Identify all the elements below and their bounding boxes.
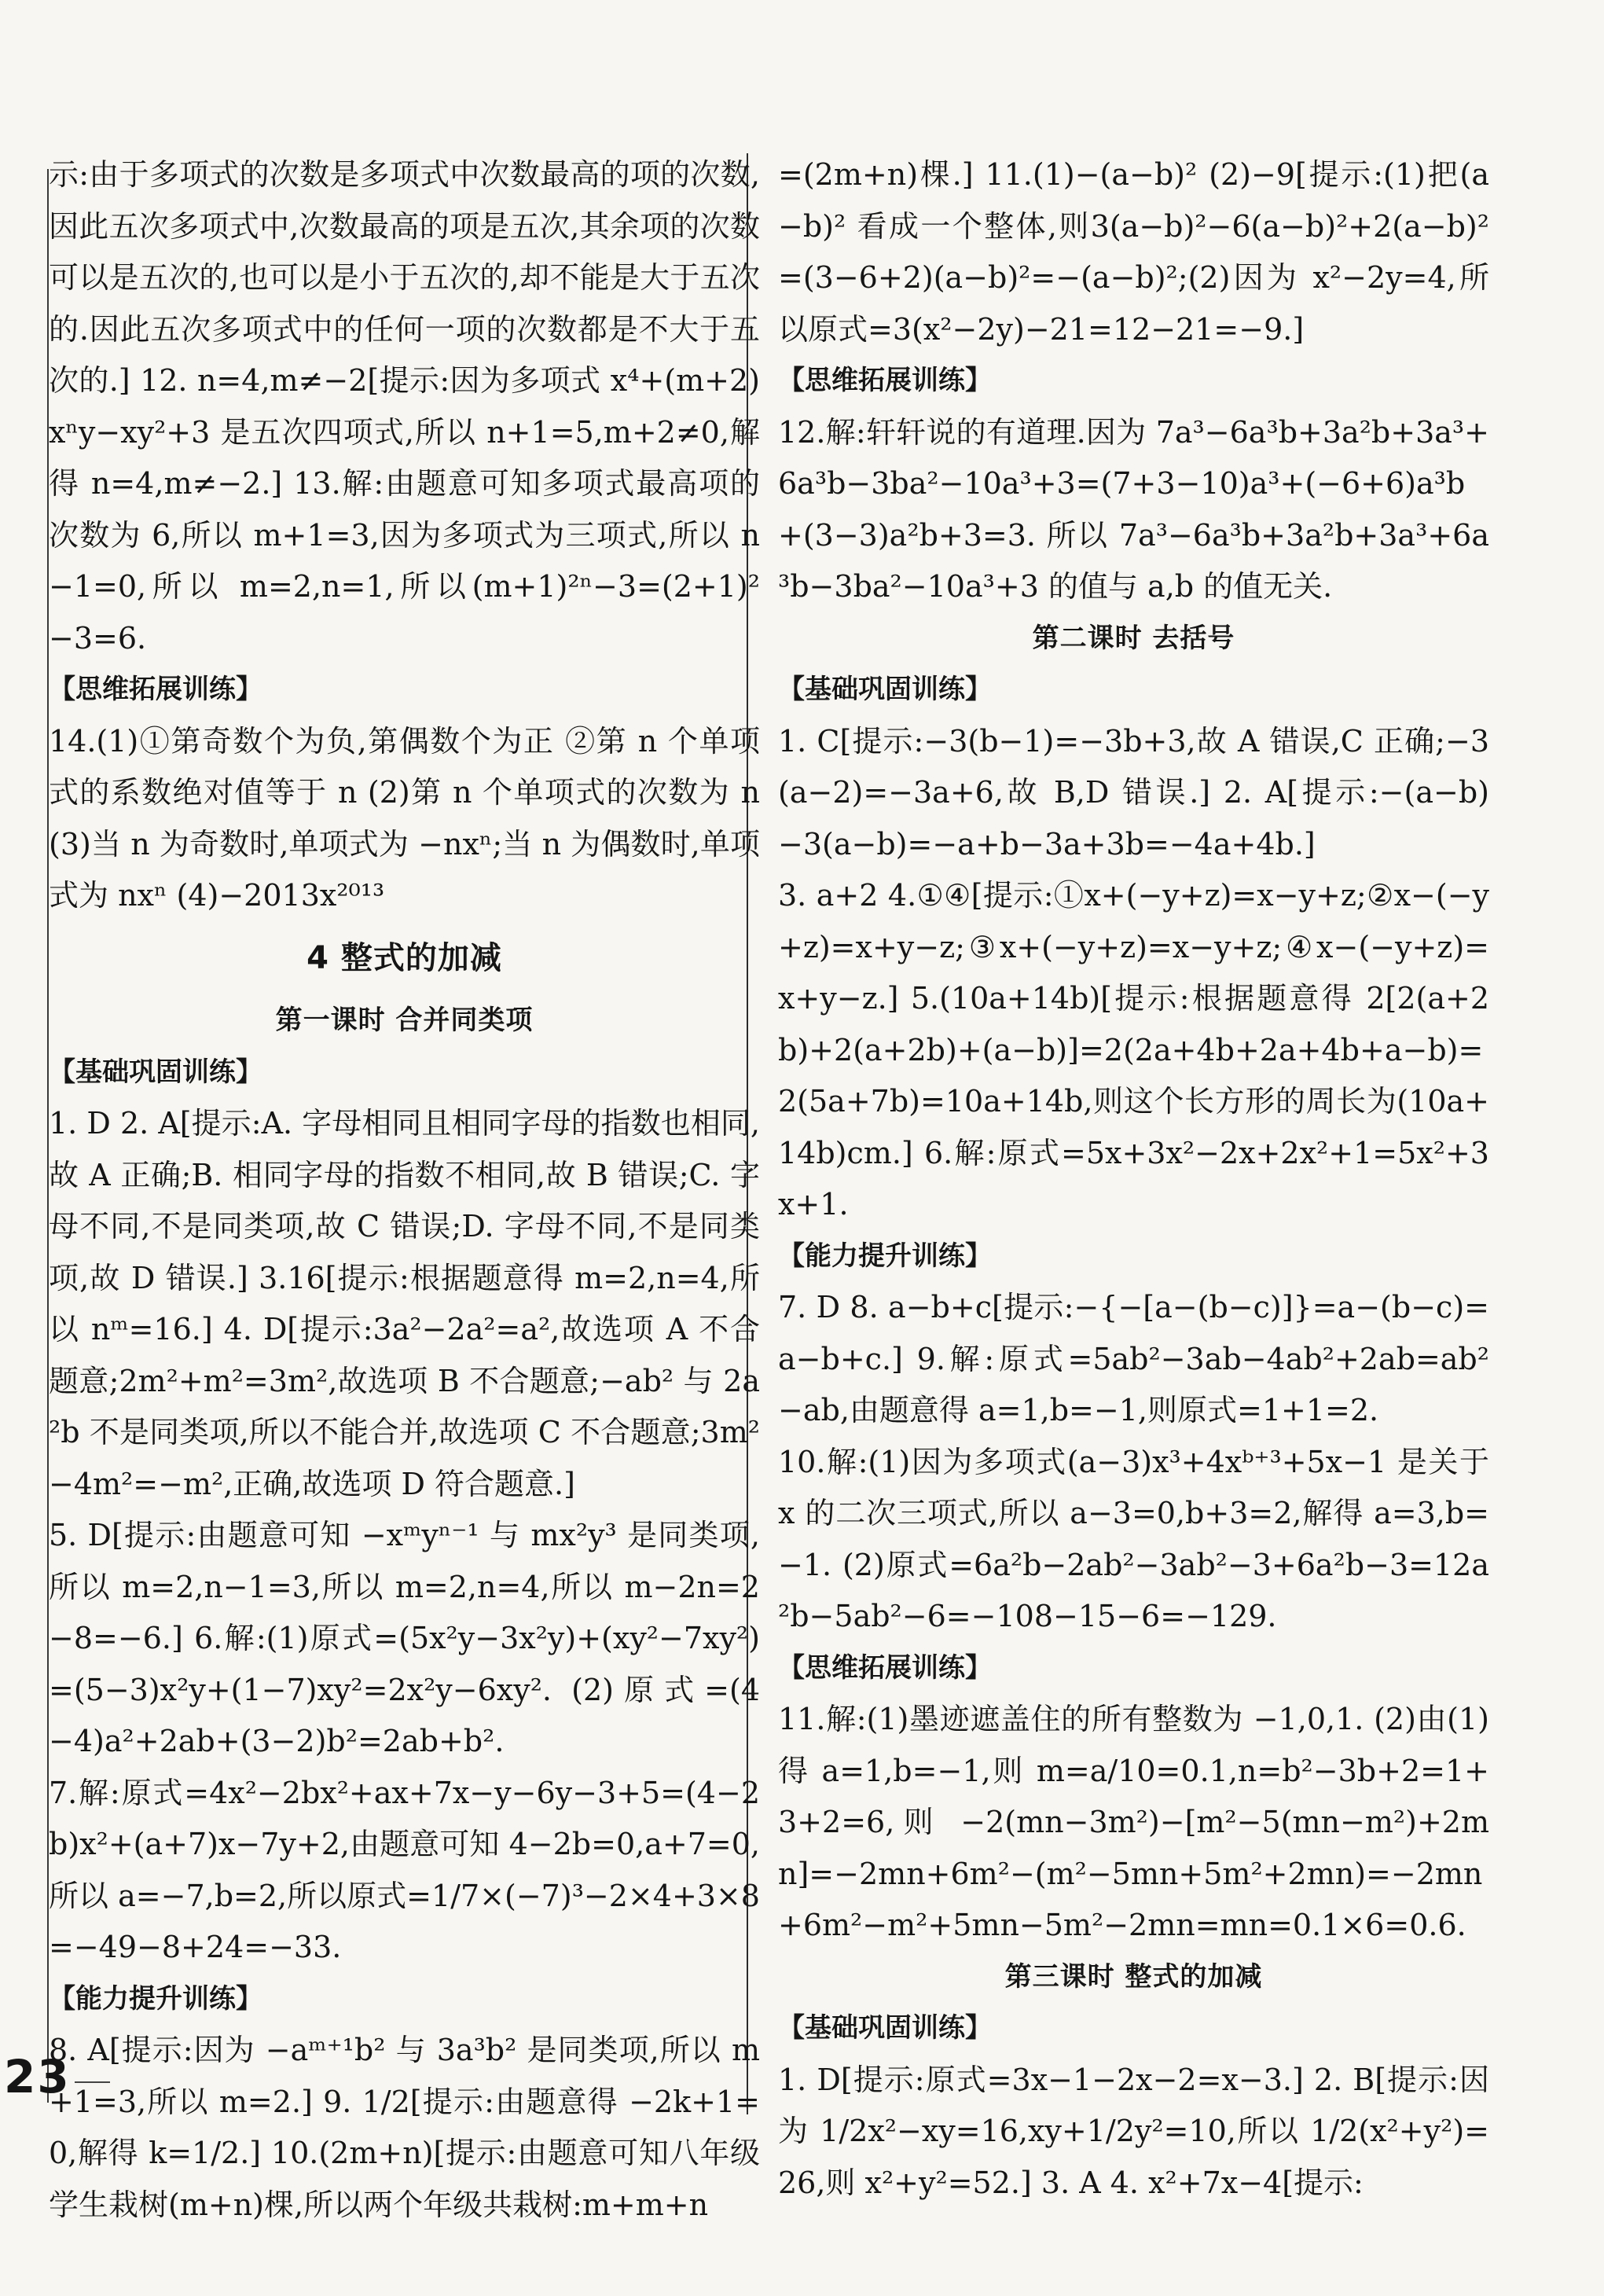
section-heading: 【思维拓展训练】	[49, 674, 262, 705]
section-heading: 【思维拓展训练】	[778, 1651, 992, 1684]
paragraph: 7. D 8. a−b+c[提示:−{−[a−(b−c)]}=a−(b−c)=a−b+c.] 9.解:原式=5ab²−3ab−4ab²+2ab=ab²−ab,由题意得 a=1,b=−1,则原式=1+1=2.	[778, 1290, 1489, 1427]
paragraph: 1. D[提示:原式=3x−1−2x−2=x−3.] 2. B[提示:因为 1/2x²−xy=16,xy+1/2y²=10,所以 1/2(x²+y²)=26,则 x²+y²=52.] 3. A 4. x²+7x−4[提示:	[778, 2062, 1489, 2200]
section-heading: 【基础巩固训练】	[778, 2012, 992, 2044]
section-heading: 【能力提升训练】	[49, 1982, 262, 2015]
paragraph: 5. D[提示:由题意可知 −xᵐyⁿ⁻¹ 与 mx²y³ 是同类项,所以 m=2,n−1=3,所以 m=2,n=4,所以 m−2n=2−8=−6.] 6.解:(1)原式=(5x²y−3x²y)+(xy²−7xy²)=(5−3)x²y+(1−7)xy²=2x²y−6xy². (2)原式=(4−4)a²+2ab+(3−2)b²=2ab+b².	[49, 1518, 760, 1758]
paragraph: 8. A[提示:因为 −aᵐ⁺¹b² 与 3a³b² 是同类项,所以 m+1=3,所以 m=2.] 9. 1/2[提示:由题意得 −2k+1=0,解得 k=1/2.] 10.(2m+n)[提示:由题意可知八年级学生栽树(m+n)棵,所以两个年级共栽树:m+m+n	[49, 2033, 760, 2222]
paragraph: 10.解:(1)因为多项式(a−3)x³+4xᵇ⁺³+5x−1 是关于 x 的二次三项式,所以 a−3=0,b+3=2,解得 a=3,b=−1. (2)原式=6a²b−2ab²−3ab²−3+6a²b−3=12a²b−5ab²−6=−108−15−6=−129.	[778, 1444, 1489, 1633]
paragraph: 1. D 2. A[提示:A. 字母相同且相同字母的指数也相同,故 A 正确;B. 相同字母的指数不相同,故 B 错误;C. 字母不同,不是同类项,故 C 错误;D. 字母不同,不是同类项,故 D 错误.] 3.16[提示:根据题意得 m=2,n=4,所以 nᵐ=16.] 4. D[提示:3a²−2a²=a²,故选项 A 不合题意;2m²+m²=3m²,故选项 B 不合题意;−ab² 与 2a²b 不是同类项,所以不能合并,故选项 C 不合题意;3m²−4m²=−m²,正确,故选项 D 符合题意.]	[49, 1106, 760, 1501]
lesson-heading: 第三课时 整式的加减	[1004, 1960, 1263, 1993]
chapter-heading: 4 整式的加减	[306, 939, 502, 976]
section-heading: 【基础巩固训练】	[778, 674, 992, 705]
lesson-heading: 第一课时 合并同类项	[275, 1005, 534, 1036]
page-number: 23	[4, 2050, 71, 2103]
paragraph: 1. C[提示:−3(b−1)=−3b+3,故 A 错误,C 正确;−3(a−2)=−3a+6,故 B,D 错误.] 2. A[提示:−(a−b)−3(a−b)=−a+b−3a+3b=−4a+4b.]	[778, 723, 1489, 861]
right-column	[778, 149, 1489, 2209]
left-column	[49, 149, 760, 2231]
lesson-heading: 第二课时 去括号	[1032, 622, 1235, 654]
paragraph: 12.解:轩轩说的有道理.因为 7a³−6a³b+3a²b+3a³+6a³b−3ba²−10a³+3=(7+3−10)a³+(−6+6)a³b+(3−3)a²b+3=3. 所以 7a³−6a³b+3a²b+3a³+6a³b−3ba²−10a³+3 的值与 a,b 的值无关.	[778, 414, 1489, 604]
section-heading: 【能力提升训练】	[778, 1240, 992, 1272]
paragraph: 示:由于多项式的次数是多项式中次数最高的项的次数,因此五次多项式中,次数最高的项是五次,其余项的次数可以是五次的,也可以是小于五次的,却不能是大于五次的.因此五次多项式中的任何一项的次数都是不大于五次的.] 12. n=4,m≠−2[提示:因为多项式 x⁴+(m+2)xⁿy−xy²+3 是五次四项式,所以 n+1=5,m+2≠0,解得 n=4,m≠−2.] 13.解:由题意可知多项式最高项的次数为 6,所以 m+1=3,因为多项式为三项式,所以 n−1=0,所以 m=2,n=1,所以(m+1)²ⁿ−3=(2+1)²−3=6.	[49, 157, 760, 656]
paragraph: 3. a+2 4.①④[提示:①x+(−y+z)=x−y+z;②x−(−y+z)=x+y−z;③x+(−y+z)=x−y+z;④x−(−y+z)=x+y−z.] 5.(10a+14b)[提示:根据题意得 2[2(a+2b)+2(a+2b)+(a−b)]=2(2a+4b+2a+4b+a−b)=2(5a+7b)=10a+14b,则这个长方形的周长为(10a+14b)cm.] 6.解:原式=5x+3x²−2x+2x²+1=5x²+3x+1.	[778, 878, 1489, 1221]
paragraph: 7.解:原式=4x²−2bx²+ax+7x−y−6y−3+5=(4−2b)x²+(a+7)x−7y+2,由题意可知 4−2b=0,a+7=0,所以 a=−7,b=2,所以原式=1/7×(−7)³−2×4+3×8=−49−8+24=−33.	[49, 1775, 760, 1964]
paragraph: 14.(1)①第奇数个为负,第偶数个为正 ②第 n 个单项式的系数绝对值等于 n (2)第 n 个单项式的次数为 n (3)当 n 为奇数时,单项式为 −nxⁿ;当 n 为偶数时,单项式为 nxⁿ (4)−2013x²⁰¹³	[49, 723, 760, 913]
section-heading: 【基础巩固训练】	[49, 1056, 262, 1088]
paragraph: =(2m+n)棵.] 11.(1)−(a−b)² (2)−9[提示:(1)把(a−b)² 看成一个整体,则3(a−b)²−6(a−b)²+2(a−b)²=(3−6+2)(a−b)²=−(a−b)²;(2)因为 x²−2y=4,所以原式=3(x²−2y)−21=12−21=−9.]	[778, 157, 1489, 347]
paragraph: 11.解:(1)墨迹遮盖住的所有整数为 −1,0,1. (2)由(1)得 a=1,b=−1,则 m=a/10=0.1,n=b²−3b+2=1+3+2=6,则 −2(mn−3m²)−[m²−5(mn−m²)+2mn]=−2mn+6m²−(m²−5mn+5m²+2mn)=−2mn+6m²−m²+5mn−5m²−2mn=mn=0.1×6=0.6.	[778, 1702, 1489, 1942]
section-heading: 【思维拓展训练】	[778, 365, 992, 396]
page-number-dash	[75, 2081, 110, 2083]
